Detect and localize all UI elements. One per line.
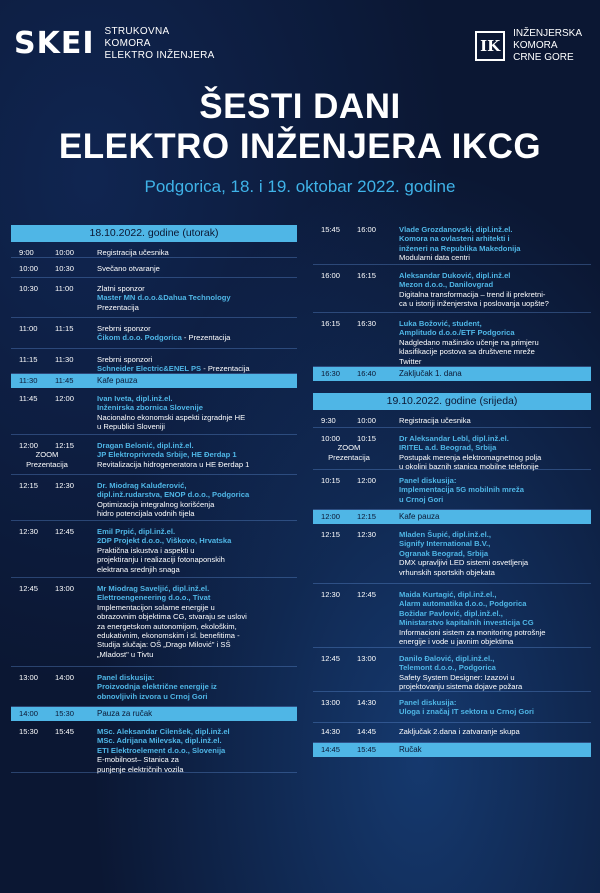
start-time: 9:30 — [321, 416, 336, 425]
schedule-row — [11, 578, 297, 667]
session-content — [399, 225, 591, 264]
session-line: u okolini baznih stanica mobilne telefonije — [399, 462, 539, 472]
time-pair — [11, 584, 97, 593]
session-line: JP Elektroprivreda Srbije, HE Đerdap 1 — [97, 450, 237, 460]
zoom-note: ZOOM — [35, 450, 59, 460]
session-content — [97, 441, 297, 474]
session-line: Zaključak 2.dana i zatvaranje skupa — [399, 727, 520, 736]
session-line: Telemont d.o.o., Podgorica — [399, 663, 496, 673]
break-row — [313, 510, 591, 524]
end-time: 10:00 — [357, 416, 377, 425]
session-line: Ogranak Beograd, Srbija — [399, 548, 489, 558]
session-line: edukativnim, ekonomskim i sl. benefitima - — [97, 631, 240, 641]
time-range — [11, 264, 97, 277]
session-line: elektrana srednjih snaga — [97, 564, 180, 574]
time-pair — [11, 324, 97, 333]
day1-header: 18.10.2022. godine (utorak) — [11, 225, 297, 242]
session-line: energije i vode u javnim objektima — [399, 637, 514, 647]
skei-line: ELEKTRO INŽENJERA — [104, 50, 215, 61]
session-line: Alarm automatika d.o.o., Podgorica — [399, 599, 527, 609]
session-content — [97, 481, 297, 520]
session-line: Ručak — [399, 745, 422, 754]
schedule-row — [313, 225, 591, 265]
session-line: IRITEL a.d. Beograd, Srbija — [399, 443, 497, 453]
session-line: u Crnoj Gori — [399, 494, 444, 504]
time-range — [11, 441, 97, 474]
session-line: Proizvodnja električne energije iz — [97, 682, 217, 692]
session-line: Master MN d.o.o.&Dahua Technology — [97, 293, 231, 303]
time-pair — [313, 590, 399, 599]
session-line: Emil Prpić, dipl.inž.el. — [97, 527, 176, 536]
start-time: 13:00 — [321, 698, 341, 707]
time-range — [11, 707, 97, 721]
session-line: MSc. Aleksandar Cilenšek, dipl.inž.el — [97, 727, 230, 736]
right-column — [313, 225, 591, 757]
session-content — [97, 264, 297, 277]
time-range — [313, 225, 399, 264]
end-time: 11:45 — [55, 376, 74, 385]
end-time: 12:30 — [55, 481, 75, 490]
session-line: Kafe pauza — [97, 376, 138, 385]
end-time: 11:00 — [55, 284, 74, 293]
session-line: Srebrni sponzor — [97, 324, 151, 333]
end-time: 12:00 — [55, 394, 75, 403]
end-time: 16:30 — [357, 319, 377, 328]
time-pair — [313, 434, 399, 443]
time-range — [11, 284, 97, 317]
plain-text: - Prezentacija — [201, 364, 250, 374]
schedule-row — [313, 265, 591, 313]
session-line: Revitalizacija hidrogeneratora u HE Đerdap 1 — [97, 459, 250, 469]
session-line: Digitalna transformacija – trend ili prekretni- — [399, 289, 546, 299]
session-line: Postupak merenja elektromagnetnog polja — [399, 452, 542, 462]
schedule-row — [313, 410, 591, 428]
time-pair — [11, 374, 97, 388]
end-time: 15:45 — [55, 727, 75, 736]
end-time: 14:45 — [357, 727, 377, 736]
end-time: 13:00 — [357, 654, 377, 663]
start-time: 12:30 — [19, 527, 39, 536]
time-pair — [313, 654, 399, 663]
start-time: 16:30 — [321, 369, 341, 378]
time-pair — [313, 225, 399, 234]
time-pair — [11, 673, 97, 682]
time-pair — [313, 698, 399, 707]
session-line: klasifikacije postova sa društvene mreže — [399, 347, 535, 357]
start-time: 9:00 — [19, 248, 34, 257]
start-time: 12:45 — [321, 654, 341, 663]
session-line: Signify International B.V., — [399, 539, 491, 549]
start-time: 11:15 — [19, 355, 38, 364]
end-time: 16:15 — [357, 271, 377, 280]
ikcg-line: KOMORA — [513, 40, 558, 51]
session-line: Pauza za ručak — [97, 709, 153, 718]
session-line: Twitter — [399, 356, 422, 366]
header — [0, 0, 600, 90]
schedule-row — [313, 723, 591, 743]
session-line: Srebrni sponzori — [97, 355, 153, 364]
start-time: 11:45 — [19, 394, 38, 403]
schedule-row — [313, 313, 591, 367]
session-line: Modularni data centri — [399, 253, 470, 263]
schedule-row — [11, 278, 297, 318]
session-line: obrazovnim objektima CG, stvaraju se uslovi — [97, 612, 247, 622]
session-line: za energetskom autonomijom, ekološkim, — [97, 621, 237, 631]
session-line: u Republici Sloveniji — [97, 422, 165, 432]
time-range — [313, 590, 399, 647]
skei-mark: SKEI — [14, 26, 95, 61]
session-line: Amplitudo d.o.o./ETF Podgorica — [399, 328, 515, 338]
event-subtitle: Podgorica, 18. i 19. oktobar 2022. godine — [144, 177, 456, 196]
time-pair — [11, 481, 97, 490]
end-time: 10:30 — [55, 264, 75, 273]
ikcg-line: CRNE GORE — [513, 52, 574, 63]
zoom-note: Prezentacija — [26, 459, 68, 469]
session-line: obnovljivih izvora u Crnoj Gori — [97, 691, 208, 701]
time-range — [11, 355, 97, 373]
schedule-row — [313, 692, 591, 723]
time-range — [313, 367, 399, 381]
session-content — [97, 355, 297, 373]
page-title-line2: ELEKTRO INŽENJERA IKCG — [58, 127, 542, 166]
schedule-row — [11, 258, 297, 278]
session-line: „Mladost" u Tivtu — [97, 649, 154, 659]
session-content — [399, 654, 591, 691]
session-content — [399, 319, 591, 366]
time-pair — [313, 476, 399, 485]
start-time: 12:15 — [19, 481, 39, 490]
session-content — [399, 367, 591, 381]
start-time: 12:30 — [321, 590, 341, 599]
session-content — [97, 248, 297, 257]
end-time: 16:40 — [357, 369, 377, 378]
schedule-row — [11, 475, 297, 521]
session-line: 2DP Projekt d.o.o., Viškovo, Hrvatska — [97, 536, 232, 546]
session-content — [97, 374, 297, 388]
session-line: Dr Aleksandar Lebl, dipl.inž.el. — [399, 434, 509, 443]
session-content — [399, 727, 591, 742]
break-row — [313, 367, 591, 381]
session-line: projektovanju sistema dojave požara — [399, 682, 523, 692]
session-line — [97, 364, 297, 373]
session-line: Informacioni sistem za monitoring potrošnje — [399, 627, 546, 637]
zoom-note: ZOOM — [337, 443, 361, 453]
session-line: Božidar Pavlović, dipl.inž.el., — [399, 608, 503, 618]
time-pair — [313, 530, 399, 539]
schedule-row — [11, 318, 297, 349]
schedule-row — [11, 667, 297, 707]
session-line: hidro potencijala vodnih tijela — [97, 509, 195, 519]
session-content — [399, 590, 591, 647]
ikcg-line: INŽENJERSKA — [513, 28, 582, 39]
time-range — [11, 727, 97, 772]
time-pair — [11, 355, 97, 364]
session-content — [97, 324, 297, 348]
session-line: inženeri na Republika Makedonija — [399, 243, 521, 253]
time-range — [11, 394, 97, 434]
schedule-row — [313, 428, 591, 470]
time-range — [313, 416, 399, 427]
start-time: 16:00 — [321, 271, 341, 280]
start-time: 10:15 — [321, 476, 341, 485]
session-line: vrhunskih sportskih objekata — [399, 567, 495, 577]
session-line: Mladen Šupić, dipl.inž.el., — [399, 530, 491, 539]
end-time: 12:45 — [357, 590, 377, 599]
schedule-row — [11, 521, 297, 578]
session-line: Vlade Grozdanovski, dipl.inž.el. — [399, 225, 513, 234]
time-range — [313, 319, 399, 366]
day2-header: 19.10.2022. godine (srijeda) — [313, 393, 591, 410]
start-time: 15:45 — [321, 225, 341, 234]
session-content — [97, 527, 297, 577]
session-line: DMX upravljivi LED sistemi osvetljenja — [399, 558, 529, 568]
end-time: 14:00 — [55, 673, 75, 682]
time-range — [11, 584, 97, 666]
schedule-row — [313, 470, 591, 510]
end-time: 10:00 — [55, 248, 75, 257]
start-time: 14:30 — [321, 727, 341, 736]
session-line: Dragan Belonić, dipl.inž.el. — [97, 441, 194, 450]
session-line: Ministarstvo kapitalnih investicija CG — [399, 618, 534, 628]
session-line: Panel diskusija: — [399, 476, 457, 485]
break-row — [11, 707, 297, 721]
start-time: 10:30 — [19, 284, 39, 293]
session-line: ETI Elektroelement d.o.o., Slovenija — [97, 745, 226, 755]
time-range — [11, 248, 97, 257]
start-time: 12:00 — [19, 441, 39, 450]
time-range — [11, 527, 97, 577]
schedule-row — [11, 242, 297, 258]
schedule-row — [11, 388, 297, 435]
session-line: Panel diskusija: — [399, 698, 457, 707]
session-line: Praktična iskustva i aspekti u — [97, 545, 195, 555]
time-pair — [11, 394, 97, 403]
time-pair — [313, 271, 399, 280]
time-pair — [313, 510, 399, 524]
session-line: Aleksandar Duković, dipl.inž.el — [399, 271, 511, 280]
time-pair — [313, 367, 399, 381]
time-pair — [11, 248, 97, 257]
session-content — [97, 727, 297, 772]
session-line: Ivan Iveta, dipl.inž.el. — [97, 394, 173, 403]
time-range — [11, 673, 97, 706]
session-line: Dr. Miodrag Kaluđerović, — [97, 481, 187, 490]
time-range — [11, 481, 97, 520]
session-line: Panel diskusija: — [97, 673, 155, 682]
time-pair — [313, 319, 399, 328]
time-pair — [11, 441, 97, 450]
page-title-line1: ŠESTI DANI — [199, 87, 401, 126]
day2-schedule — [313, 410, 591, 757]
end-time: 12:15 — [357, 512, 377, 521]
ikcg-logo — [475, 28, 582, 64]
time-range — [11, 324, 97, 348]
session-line: Danilo Đalović, dipl.inž.el., — [399, 654, 495, 663]
schedule-row — [313, 584, 591, 648]
time-range — [313, 727, 399, 742]
session-line: Nadgledano mašinsko učenje na primjeru — [399, 337, 539, 347]
time-range — [313, 698, 399, 722]
start-time: 12:45 — [19, 584, 39, 593]
session-line: Studija slučaja: OŠ „Drago Milović" i SŠ — [97, 640, 231, 650]
day1-column — [11, 225, 297, 773]
session-line: Luka Božović, student, — [399, 319, 482, 328]
plain-text: - Prezentacija — [181, 333, 231, 343]
time-range — [313, 476, 399, 509]
session-line: Implementacijon solarne energije u — [97, 602, 215, 612]
schedule-row — [313, 524, 591, 584]
start-time: 12:00 — [321, 512, 341, 521]
session-content — [399, 416, 591, 427]
zoom-note: Prezentacija — [328, 452, 370, 462]
end-time: 10:15 — [357, 434, 377, 443]
session-content — [399, 698, 591, 722]
time-pair — [11, 264, 97, 273]
skei-name — [105, 26, 215, 62]
session-content — [399, 434, 591, 472]
session-content — [97, 584, 297, 666]
session-line: Maida Kurtagić, dipl.inž.el., — [399, 590, 497, 599]
skei-line: STRUKOVNA — [104, 26, 170, 37]
break-row — [11, 374, 297, 388]
time-pair — [11, 727, 97, 736]
session-content — [97, 394, 297, 434]
session-line: Mezon d.o.o., Danilovgrad — [399, 280, 494, 290]
session-line: Optimizacija integralnog korišćenja — [97, 499, 215, 509]
start-time: 10:00 — [321, 434, 341, 443]
end-time: 11:15 — [55, 324, 74, 333]
day1-schedule — [11, 242, 297, 773]
schedule-row — [11, 721, 297, 773]
session-line: projektiranju i realizaciji fotonaponskih — [97, 555, 225, 565]
session-line: dipl.inž.rudarstva, ENOP d.o.o., Podgorica — [97, 490, 250, 500]
session-line: punjenje električnih vozila — [97, 764, 184, 774]
session-line: MSc. Adrijana Milevska, dipl.inž.el. — [97, 736, 222, 746]
time-pair — [313, 727, 399, 736]
end-time: 12:00 — [357, 476, 377, 485]
day1-schedule-continued — [313, 225, 591, 381]
end-time: 13:00 — [55, 584, 75, 593]
time-pair — [313, 416, 399, 425]
session-line: Zlatni sponzor — [97, 284, 145, 293]
time-range — [313, 743, 399, 757]
start-time: 14:45 — [321, 745, 341, 754]
session-content — [399, 476, 591, 509]
session-content — [399, 510, 591, 524]
session-content — [97, 707, 297, 721]
start-time: 16:15 — [321, 319, 341, 328]
session-line: Uloga i značaj IT sektora u Crnoj Gori — [399, 707, 535, 717]
end-time: 12:15 — [55, 441, 75, 450]
start-time: 12:15 — [321, 530, 341, 539]
session-line: Mr Miodrag Saveljić, dipl.inž.el. — [97, 584, 210, 593]
time-pair — [11, 707, 97, 721]
session-line: Safety System Designer: Izazovi u — [399, 672, 515, 682]
time-pair — [11, 527, 97, 536]
session-line: Prezentacija — [97, 302, 139, 312]
end-time: 16:00 — [357, 225, 377, 234]
start-time: 15:30 — [19, 727, 39, 736]
break-row — [313, 743, 591, 757]
session-line: Svečano otvaranje — [97, 264, 160, 273]
session-line: Elettroengeneering d.o.o., Tivat — [97, 593, 211, 603]
session-line — [97, 333, 297, 342]
highlight-text: Schneider Electric&ENEL PS — [97, 364, 202, 374]
end-time: 11:30 — [55, 355, 74, 364]
skei-line: KOMORA — [104, 38, 151, 49]
ikcg-mark: IK — [475, 31, 505, 61]
time-range — [313, 510, 399, 524]
end-time: 15:30 — [55, 709, 75, 718]
session-line: Registracija učesnika — [399, 416, 471, 425]
schedule-row — [313, 648, 591, 692]
time-range — [313, 434, 399, 469]
time-pair — [313, 743, 399, 757]
start-time: 11:00 — [19, 324, 38, 333]
end-time: 12:30 — [357, 530, 377, 539]
session-line: Komora na ovlasteni arhitekti i — [399, 234, 510, 244]
session-line: E-mobilnost– Stanica za — [97, 755, 179, 765]
session-content — [399, 743, 591, 757]
end-time: 14:30 — [357, 698, 377, 707]
skei-logo — [14, 26, 215, 62]
session-line: Kafe pauza — [399, 512, 440, 521]
schedule-row — [11, 349, 297, 374]
start-time: 13:00 — [19, 673, 39, 682]
start-time: 10:00 — [19, 264, 39, 273]
end-time: 12:45 — [55, 527, 75, 536]
session-line: Zaključak 1. dana — [399, 369, 462, 378]
time-range — [313, 654, 399, 691]
session-line: ca u istoriji inženjerstva i poslovanja uopšte? — [399, 299, 549, 309]
time-range — [11, 374, 97, 388]
ikcg-name — [513, 28, 582, 64]
end-time: 15:45 — [357, 745, 377, 754]
session-line: Inženirska zbornica Slovenije — [97, 403, 203, 413]
highlight-text: Čikom d.o.o. Podgorica — [97, 333, 182, 343]
session-content — [399, 530, 591, 583]
session-content — [97, 284, 297, 317]
start-time: 11:30 — [19, 376, 38, 385]
session-content — [399, 271, 591, 312]
schedule-row — [11, 435, 297, 475]
time-range — [313, 271, 399, 312]
start-time: 14:00 — [19, 709, 39, 718]
time-range — [313, 530, 399, 583]
session-line: Nacionalno ekonomski aspekti izgradnje HE — [97, 412, 246, 422]
session-content — [97, 673, 297, 706]
session-line: Registracija učesnika — [97, 248, 169, 257]
time-pair — [11, 284, 97, 293]
session-line: Implementacija 5G mobilnih mreža — [399, 485, 524, 495]
